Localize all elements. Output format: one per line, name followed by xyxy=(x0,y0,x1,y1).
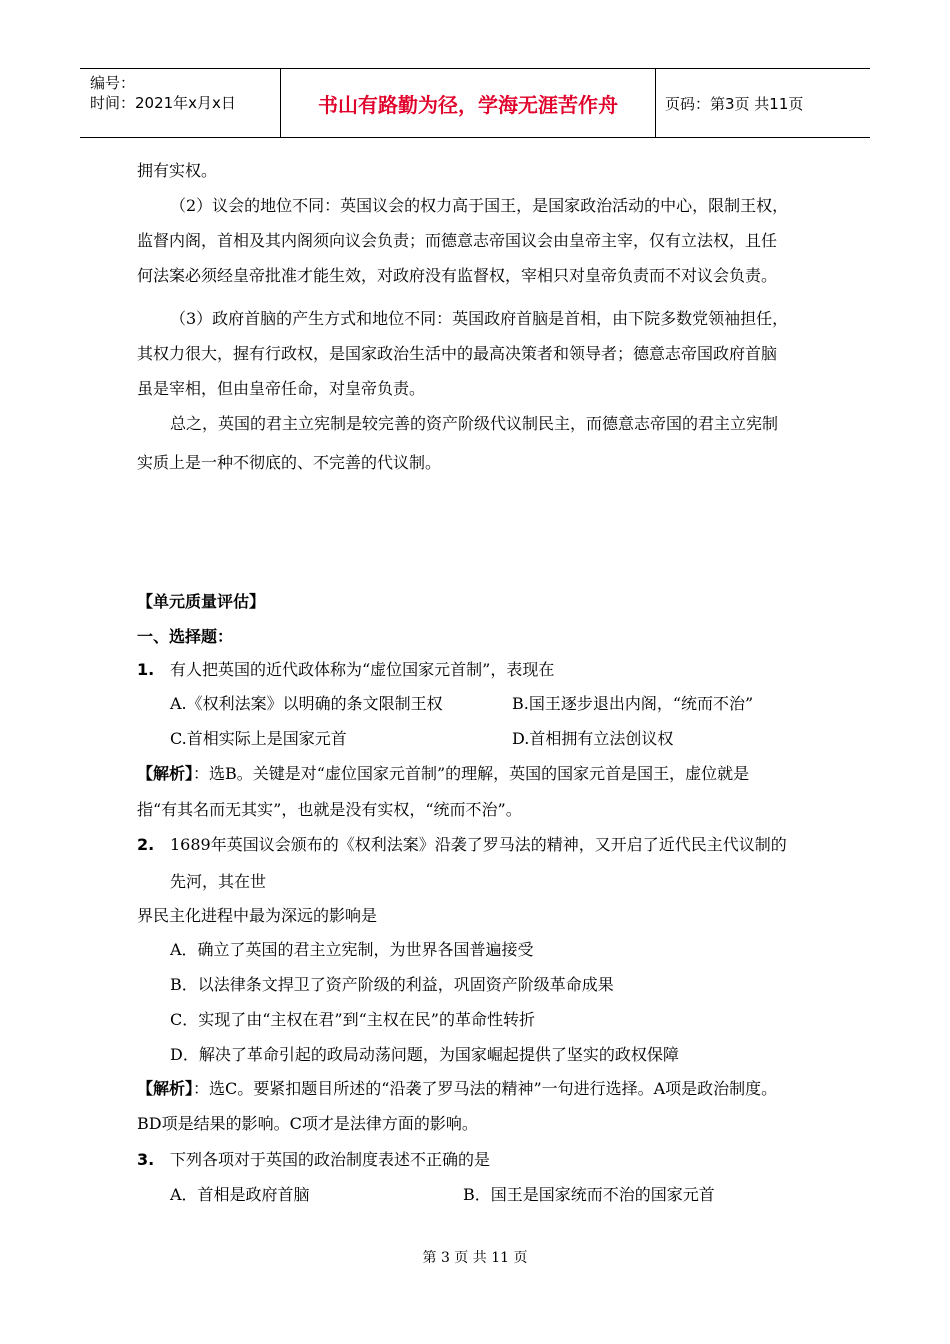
answer-text: ：选C。要紧扣题目所述的“沿袭了罗马法的精神”一句进行选择。A项是政治制度。 xyxy=(193,1079,778,1098)
option-b: B．国王是国家统而不治的国家元首 xyxy=(463,1185,715,1204)
option-d: D.首相拥有立法创议权 xyxy=(512,729,674,748)
question-number: 1. xyxy=(137,660,155,679)
option-b: B．以法律条文捍卫了资产阶级的利益，巩固资产阶级革命成果 xyxy=(170,975,614,994)
option-d: D．解决了革命引起的政局动荡问题，为国家崛起提供了坚实的政权保障 xyxy=(170,1045,679,1064)
section-title: 【单元质量评估】 xyxy=(137,592,266,611)
option-a: A．确立了英国的君主立宪制，为世界各国普遍接受 xyxy=(170,940,534,959)
body-line: （2）议会的地位不同：英国议会的权力高于国王，是国家政治活动的中心，限制王权， xyxy=(170,196,789,215)
body-line: 其权力很大，握有行政权，是国家政治生活中的最高决策者和领导者；德意志帝国政府首脑 xyxy=(137,344,778,363)
header-motto: 书山有路勤为径，学海无涯苦作舟 xyxy=(280,69,656,137)
answer-analysis xyxy=(137,1079,777,1099)
question-stem: 先河，其在世 xyxy=(170,872,267,891)
option-c: C.首相实际上是国家元首 xyxy=(170,729,347,748)
question-stem: 1689年英国议会颁布的《权利法案》沿袭了罗马法的精神，又开启了近代民主代议制的 xyxy=(170,835,787,854)
header-meta xyxy=(80,69,280,137)
body-line: 监督内阁，首相及其内阁须向议会负责；而德意志帝国议会由皇帝主宰，仅有立法权，且任 xyxy=(137,231,778,250)
page-header xyxy=(80,68,870,138)
question-number: 2. xyxy=(137,835,155,854)
question-stem: 界民主化进程中最为深远的影响是 xyxy=(137,906,378,925)
body-line: 虽是宰相，但由皇帝任命，对皇帝负责。 xyxy=(137,379,426,398)
question-number: 3. xyxy=(137,1150,155,1169)
answer-text: 指“有其名而无其实”，也就是没有实权，“统而不治”。 xyxy=(137,800,522,819)
question-stem: 下列各项对于英国的政治制度表述不正确的是 xyxy=(170,1150,491,1169)
option-a: A.《权利法案》以明确的条文限制王权 xyxy=(170,694,443,713)
header-date: 时间：2021年x月x日 xyxy=(90,94,236,112)
option-a: A．首相是政府首脑 xyxy=(170,1185,310,1204)
body-line: 何法案必须经皇帝批准才能生效，对政府没有监督权，宰相只对皇帝负责而不对议会负责。 xyxy=(137,266,778,285)
body-line: 总之，英国的君主立宪制是较完善的资产阶级代议制民主，而德意志帝国的君主立宪制 xyxy=(170,414,779,433)
body-line: （3）政府首脑的产生方式和地位不同：英国政府首脑是首相，由下院多数党领袖担任， xyxy=(170,309,789,328)
page-footer: 第 3 页 共 11 页 xyxy=(422,1250,528,1266)
header-number: 编号： xyxy=(90,74,136,92)
section-subtitle: 一、选择题： xyxy=(137,627,234,646)
body-line: 拥有实权。 xyxy=(137,161,218,180)
answer-analysis xyxy=(137,764,749,784)
answer-label: 【解析】 xyxy=(137,1079,194,1098)
answer-label: 【解析】 xyxy=(137,764,194,783)
answer-text: BD项是结果的影响。C项才是法律方面的影响。 xyxy=(137,1114,478,1133)
option-c: C．实现了由“主权在君”到“主权在民”的革命性转折 xyxy=(170,1010,535,1029)
header-page-code: 页码：第3页 共11页 xyxy=(665,94,804,113)
question-stem: 有人把英国的近代政体称为“虚位国家元首制”，表现在 xyxy=(170,660,555,679)
option-b: B.国王逐步退出内阁，“统而不治” xyxy=(512,694,754,713)
body-line: 实质上是一种不彻底的、不完善的代议制。 xyxy=(137,453,442,472)
answer-text: ：选B。关键是对“虚位国家元首制”的理解，英国的国家元首是国王，虚位就是 xyxy=(193,764,750,783)
